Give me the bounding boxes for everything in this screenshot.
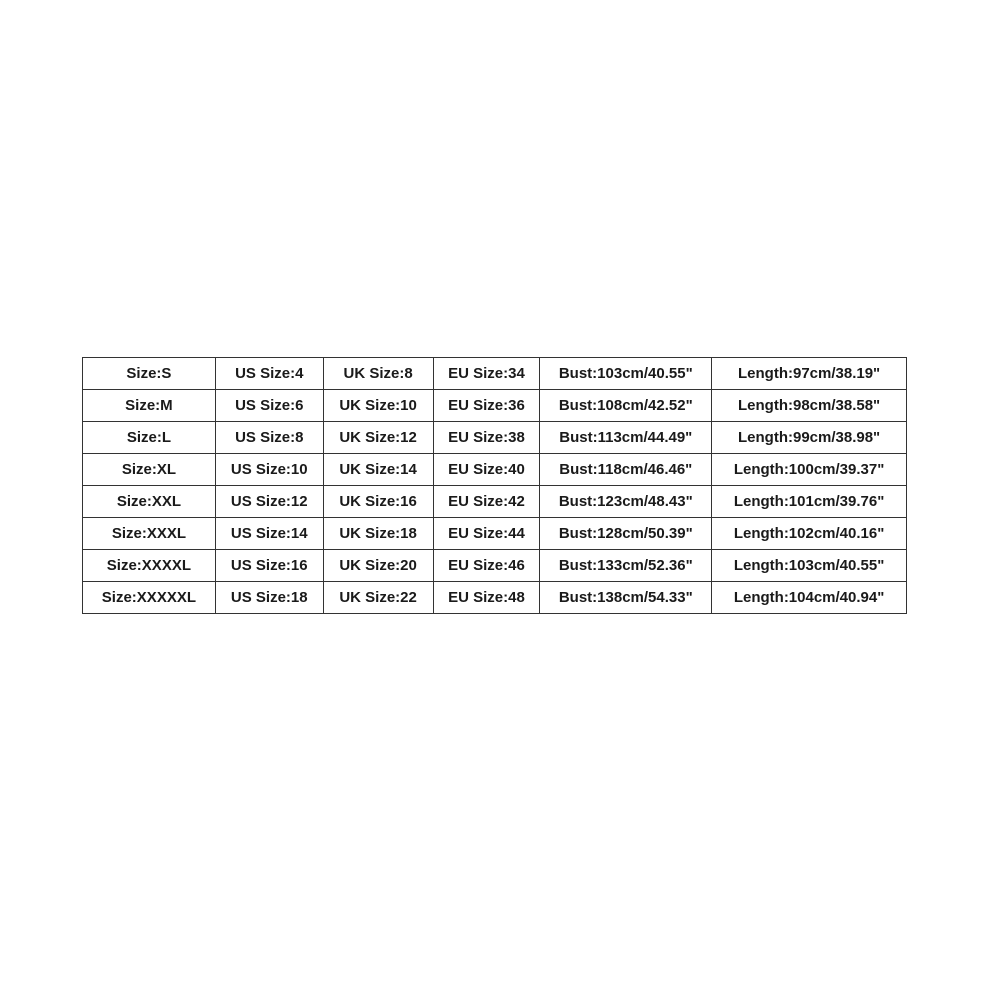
us-size-cell: US Size:10 xyxy=(215,454,323,486)
eu-size-cell: EU Size:40 xyxy=(433,454,540,486)
uk-size-cell: UK Size:22 xyxy=(323,582,433,614)
size-cell: Size:M xyxy=(83,390,216,422)
size-cell: Size:XXXXXL xyxy=(83,582,216,614)
us-size-cell: US Size:6 xyxy=(215,390,323,422)
length-cell: Length:99cm/38.98" xyxy=(712,422,907,454)
size-cell: Size:XXL xyxy=(83,486,216,518)
length-cell: Length:100cm/39.37" xyxy=(712,454,907,486)
us-size-cell: US Size:18 xyxy=(215,582,323,614)
eu-size-cell: EU Size:46 xyxy=(433,550,540,582)
size-cell: Size:XXXL xyxy=(83,518,216,550)
length-cell: Length:98cm/38.58" xyxy=(712,390,907,422)
bust-cell: Bust:138cm/54.33" xyxy=(540,582,712,614)
size-cell: Size:L xyxy=(83,422,216,454)
bust-cell: Bust:118cm/46.46" xyxy=(540,454,712,486)
us-size-cell: US Size:16 xyxy=(215,550,323,582)
uk-size-cell: UK Size:12 xyxy=(323,422,433,454)
bust-cell: Bust:113cm/44.49" xyxy=(540,422,712,454)
bust-cell: Bust:128cm/50.39" xyxy=(540,518,712,550)
size-cell: Size:S xyxy=(83,358,216,390)
eu-size-cell: EU Size:48 xyxy=(433,582,540,614)
table-row xyxy=(83,358,907,390)
table-row xyxy=(83,422,907,454)
table-row xyxy=(83,486,907,518)
us-size-cell: US Size:12 xyxy=(215,486,323,518)
uk-size-cell: UK Size:16 xyxy=(323,486,433,518)
table-row xyxy=(83,454,907,486)
uk-size-cell: UK Size:10 xyxy=(323,390,433,422)
length-cell: Length:101cm/39.76" xyxy=(712,486,907,518)
bust-cell: Bust:123cm/48.43" xyxy=(540,486,712,518)
uk-size-cell: UK Size:18 xyxy=(323,518,433,550)
eu-size-cell: EU Size:34 xyxy=(433,358,540,390)
size-cell: Size:XL xyxy=(83,454,216,486)
eu-size-cell: EU Size:38 xyxy=(433,422,540,454)
length-cell: Length:102cm/40.16" xyxy=(712,518,907,550)
size-cell: Size:XXXXL xyxy=(83,550,216,582)
us-size-cell: US Size:4 xyxy=(215,358,323,390)
length-cell: Length:103cm/40.55" xyxy=(712,550,907,582)
bust-cell: Bust:103cm/40.55" xyxy=(540,358,712,390)
length-cell: Length:97cm/38.19" xyxy=(712,358,907,390)
us-size-cell: US Size:8 xyxy=(215,422,323,454)
size-chart-table xyxy=(82,357,907,614)
table-row xyxy=(83,550,907,582)
uk-size-cell: UK Size:20 xyxy=(323,550,433,582)
eu-size-cell: EU Size:42 xyxy=(433,486,540,518)
table-row xyxy=(83,390,907,422)
eu-size-cell: EU Size:36 xyxy=(433,390,540,422)
table-row xyxy=(83,582,907,614)
table-row xyxy=(83,518,907,550)
bust-cell: Bust:133cm/52.36" xyxy=(540,550,712,582)
length-cell: Length:104cm/40.94" xyxy=(712,582,907,614)
us-size-cell: US Size:14 xyxy=(215,518,323,550)
eu-size-cell: EU Size:44 xyxy=(433,518,540,550)
uk-size-cell: UK Size:8 xyxy=(323,358,433,390)
uk-size-cell: UK Size:14 xyxy=(323,454,433,486)
bust-cell: Bust:108cm/42.52" xyxy=(540,390,712,422)
